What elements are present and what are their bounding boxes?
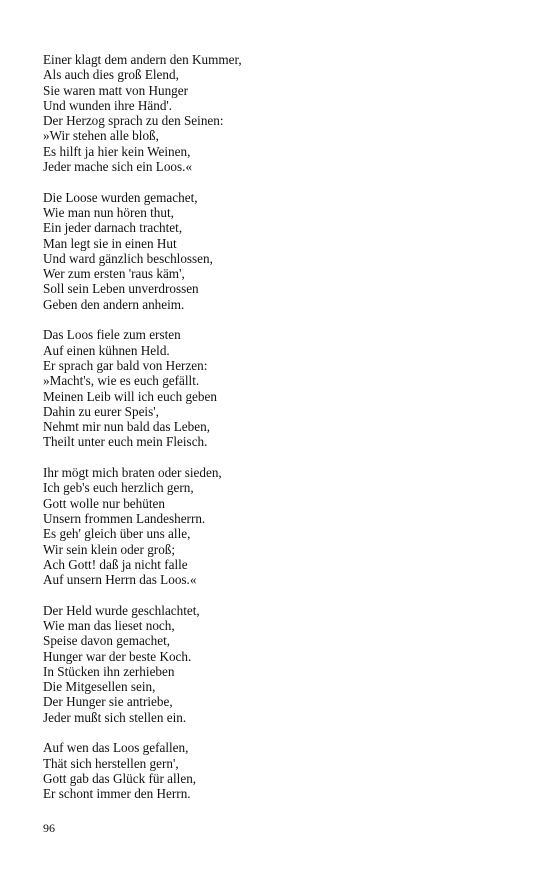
poem-line: Es hilft ja hier kein Weinen,	[43, 143, 191, 159]
poem-stanza	[43, 603, 523, 725]
poem-line: Sie waren matt von Hunger	[43, 82, 189, 98]
poem-body	[43, 52, 523, 817]
poem-line: Er sprach gar bald von Herzen:	[43, 357, 208, 373]
poem-line: Hunger war der beste Koch.	[43, 648, 192, 664]
poem-stanza	[43, 190, 523, 312]
poem-line: Gott wolle nur behüten	[43, 495, 165, 511]
poem-line: Er schont immer den Herrn.	[43, 786, 191, 802]
poem-line: Und wunden ihre Händ'.	[43, 97, 173, 113]
poem-line: Meinen Leib will ich euch geben	[43, 388, 217, 404]
poem-line: Wie man das lieset noch,	[43, 617, 175, 633]
poem-line: Die Mitgesellen sein,	[43, 679, 156, 695]
page-number: 96	[43, 821, 55, 835]
poem-line: Als auch dies groß Elend,	[43, 67, 179, 83]
poem-line: Auf einen kühnen Held.	[43, 342, 170, 358]
poem-line: Auf wen das Loos gefallen,	[43, 740, 189, 756]
poem-line: Einer klagt dem andern den Kummer,	[43, 52, 242, 67]
poem-line: Ihr mögt mich braten oder sieden,	[43, 465, 222, 481]
poem-line: Das Loos fiele zum ersten	[43, 327, 181, 343]
poem-line: Und ward gänzlich beschlossen,	[43, 250, 213, 266]
poem-line: Der Hunger sie antriebe,	[43, 694, 173, 710]
poem-line: »Wir stehen alle bloß,	[43, 128, 159, 144]
poem-line: Der Herzog sprach zu den Seinen:	[43, 113, 224, 129]
poem-line: Nehmt mir nun bald das Leben,	[43, 419, 211, 435]
poem-stanza	[43, 327, 523, 449]
poem-line: Jeder mußt sich stellen ein.	[43, 709, 187, 725]
poem-line: Theilt unter euch mein Fleisch.	[43, 434, 208, 450]
poem-line: Man legt sie in einen Hut	[43, 235, 177, 251]
poem-line: Die Loose wurden gemachet,	[43, 189, 198, 205]
poem-line: Jeder mache sich ein Loos.«	[43, 159, 193, 175]
poem-line: Gott gab das Glück für allen,	[43, 770, 197, 786]
poem-line: Es geh' gleich über uns alle,	[43, 526, 191, 542]
poem-line: Der Held wurde geschlachtet,	[43, 602, 200, 618]
poem-line: Geben den andern anheim.	[43, 296, 185, 312]
poem-line: Unsern frommen Landesherrn.	[43, 510, 206, 526]
poem-line: Ach Gott! daß ja nicht falle	[43, 556, 188, 572]
poem-line: Ich geb's euch herzlich gern,	[43, 480, 194, 496]
poem-stanza	[43, 465, 523, 587]
poem-line: Wie man nun hören thut,	[43, 204, 174, 220]
poem-line: Soll sein Leben unverdrossen	[43, 281, 199, 297]
poem-line: Thät sich herstellen gern',	[43, 755, 179, 771]
poem-stanza	[43, 52, 523, 174]
poem-line: In Stücken ihn zerhieben	[43, 663, 175, 679]
poem-line: Speise davon gemachet,	[43, 633, 171, 649]
poem-line: Dahin zu eurer Speis',	[43, 403, 159, 419]
poem-line: Wir sein klein oder groß;	[43, 541, 176, 557]
poem-line: Auf unsern Herrn das Loos.«	[43, 572, 197, 588]
poem-stanza	[43, 740, 523, 801]
poem-line: Ein jeder darnach trachtet,	[43, 220, 183, 236]
poem-line: Wer zum ersten 'raus käm',	[43, 266, 185, 282]
poem-line: »Macht's, wie es euch gefällt.	[43, 373, 200, 389]
